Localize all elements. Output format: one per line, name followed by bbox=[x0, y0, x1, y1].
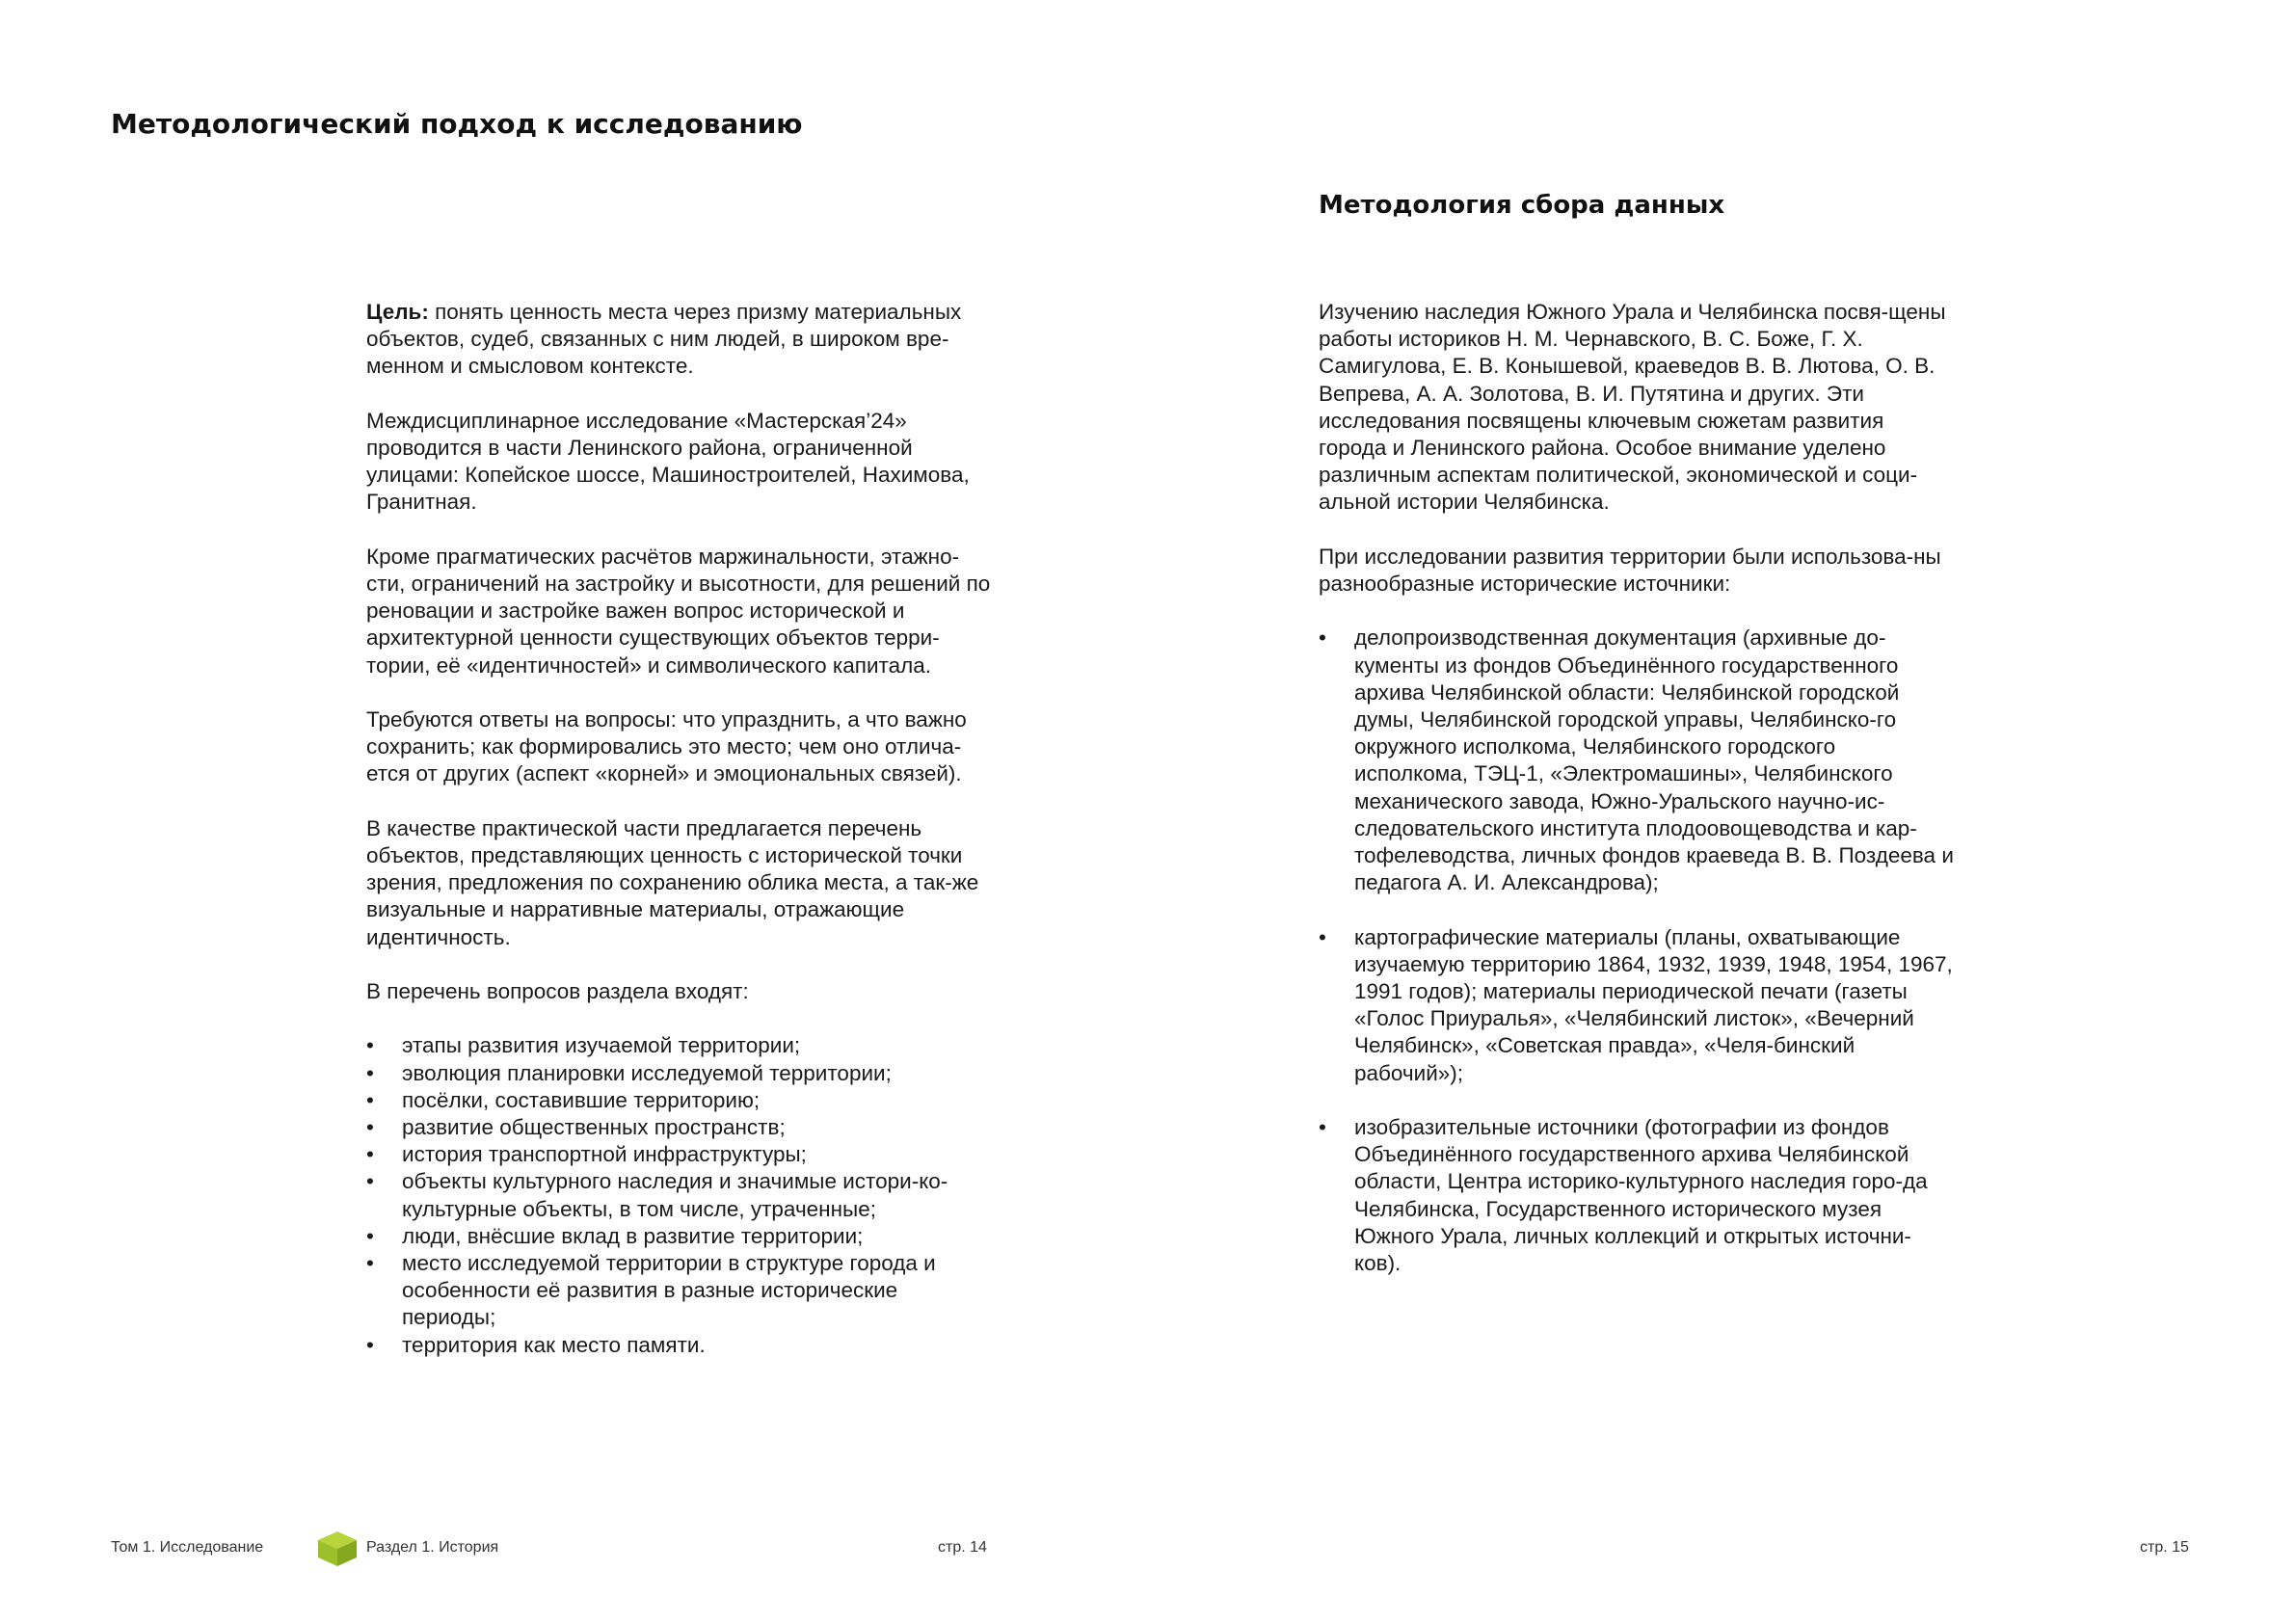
footer-section: Раздел 1. История bbox=[366, 1539, 499, 1556]
list-item: • делопроизводственная документация (архивные до-кументы из фондов Объединённого государственного архива Челябинской области: Челябинской городской думы, Челябинской городской управы, Челябинско-го окружного исполкома, Челябинского городского исполкома, ТЭЦ-1, «Электромашины», Челябинского механического завода, Южно-Уральского научно-ис-следовательского института плодоовощеводства и кар-тофелеводства, личных фондов краеведа В. В. Поздеева и педагога А. И. Александрова); bbox=[1319, 626, 1954, 895]
right-column bbox=[1319, 299, 1955, 1304]
paragraph: Изучению наследия Южного Урала и Челябинска посвя-щены работы историков Н. М. Чернавского, В. С. Боже, Г. Х. Самигулова, Е. В. Конышевой, краеведов В. В. Лютова, О. В. Вепрева, А. А. Золотова, В. И. Путятина и других. Эти исследования посвящены ключевым сюжетам развития города и Ленинского района. Особое внимание уделено различным аспектам политической, экономической и соци-альной истории Челябинска. bbox=[1319, 300, 1946, 515]
bullet-icon: • bbox=[1319, 1115, 1326, 1140]
list-item: • посёлки, составившие территорию; bbox=[366, 1087, 993, 1114]
bullet-icon: • bbox=[366, 1223, 374, 1248]
footer-volume: Том 1. Исследование bbox=[111, 1539, 264, 1556]
list-item: • картографические материалы (планы, охватывающие изучаемую территорию 1864, 1932, 1939, 1948, 1954, 1967, 1991 годов); материалы периодической печати (газеты «Голос Приуралья», «Челябинский листок», «Вечерний Челябинск», «Советская правда», «Челя-бинский рабочий»); bbox=[1319, 924, 1953, 1085]
list-item: • люди, внёсшие вклад в развитие территории; bbox=[366, 1223, 993, 1250]
bullet-icon: • bbox=[366, 1332, 374, 1357]
list-item: • объекты культурного наследия и значимые истори-ко-культурные объекты, в том числе, утраченные; bbox=[366, 1169, 948, 1221]
bullet-icon: • bbox=[366, 1087, 374, 1112]
bullet-icon: • bbox=[366, 1142, 374, 1167]
bullet-icon: • bbox=[1319, 924, 1326, 949]
paragraph: Требуются ответы на вопросы: что упразднить, а что важно сохранить; как формировались это место; чем оно отлича-ется от других (аспект «корней» и эмоциональных связей). bbox=[366, 707, 967, 786]
cube-logo-icon bbox=[316, 1530, 359, 1568]
list-item: • история транспортной инфраструктуры; bbox=[366, 1141, 993, 1168]
goal-label: Цель: bbox=[366, 300, 429, 324]
paragraph: Междисциплинарное исследование «Мастерская’24» проводится в части Ленинского района, ограниченной улицами: Копейское шоссе, Машиностроителей, Нахимова, Гранитная. bbox=[366, 408, 970, 515]
page-number-right: стр. 15 bbox=[2140, 1539, 2189, 1556]
list-item: • территория как место памяти. bbox=[366, 1332, 993, 1359]
list-item: • место исследуемой территории в структуре города и особенности её развития в разные исторические периоды; bbox=[366, 1251, 936, 1330]
list-item: • развитие общественных пространств; bbox=[366, 1114, 993, 1141]
paragraph: При исследовании развития территории были использова-ны разнообразные исторические источники: bbox=[1319, 544, 1941, 597]
page-number-left: стр. 14 bbox=[938, 1539, 987, 1556]
bullet-icon: • bbox=[366, 1033, 374, 1058]
bullet-icon: • bbox=[366, 1060, 374, 1085]
bullet-icon: • bbox=[366, 1115, 374, 1139]
left-column bbox=[366, 299, 993, 1359]
section-title: Методология сбора данных bbox=[1319, 191, 1725, 220]
bullet-icon: • bbox=[366, 1251, 374, 1276]
bullet-icon: • bbox=[1319, 626, 1326, 651]
topics-list bbox=[366, 1032, 993, 1358]
paragraph: Кроме прагматических расчётов маржинальности, этажно-сти, ограничений на застройку и высотности, для решений по реновации и застройке важен вопрос исторической и архитектурной ценности существующих объектов терри-тории, её «идентичностей» и символического капитала. bbox=[366, 544, 991, 678]
bullet-icon: • bbox=[366, 1169, 374, 1194]
list-item: • этапы развития изучаемой территории; bbox=[366, 1032, 993, 1059]
list-item: • эволюция планировки исследуемой территории; bbox=[366, 1060, 993, 1087]
paragraph: В перечень вопросов раздела входят: bbox=[366, 979, 749, 1003]
goal-paragraph bbox=[366, 299, 993, 381]
paragraph: В качестве практической части предлагается перечень объектов, представляющих ценность с исторической точки зрения, предложения по сохранению облика места, а так-же визуальные и нарративные материалы, отражающие идентичность. bbox=[366, 815, 979, 949]
goal-text: понять ценность места через призму материальных объектов, судеб, связанных с ним людей, в широком вре-менном и смысловом контексте. bbox=[366, 300, 962, 379]
list-item: • изобразительные источники (фотографии из фондов Объединённого государственного архива Челябинской области, Центра историко-культурного наследия горо-да Челябинска, Государственного исторического музея Южного Урала, личных коллекций и открытых источни-ков). bbox=[1319, 1115, 1928, 1276]
page-title: Методологический подход к исследованию bbox=[111, 108, 803, 140]
